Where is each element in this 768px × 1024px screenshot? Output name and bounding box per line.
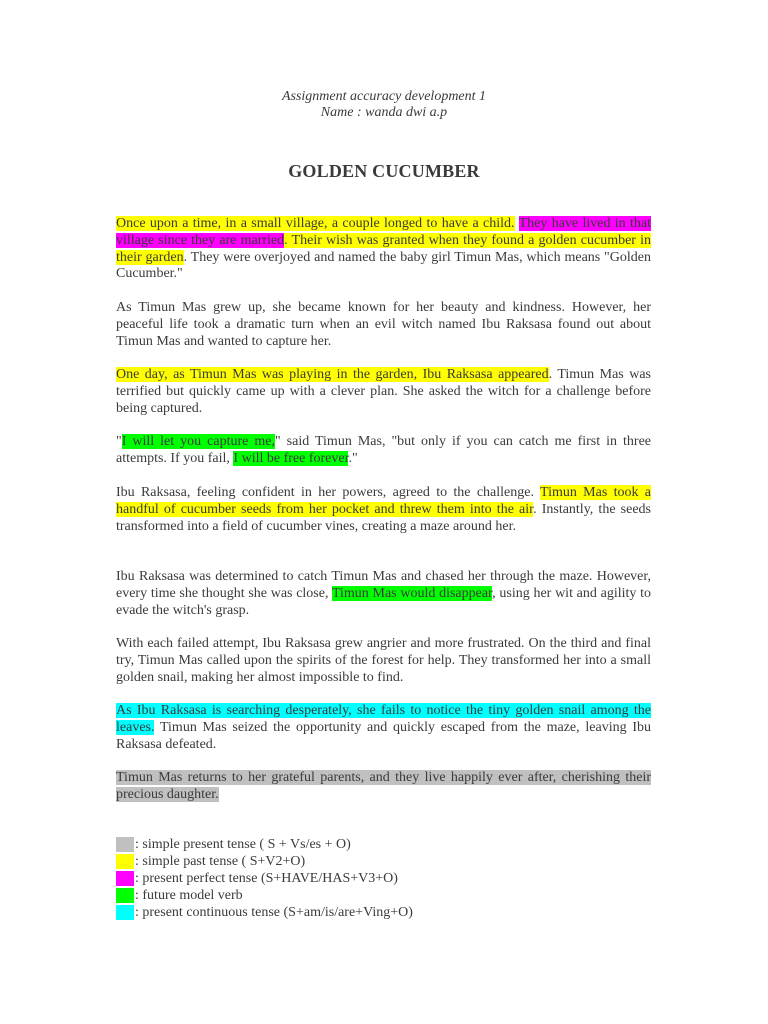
color-swatch bbox=[116, 905, 134, 920]
paragraph-4 bbox=[116, 434, 651, 468]
highlight-future-modal: Timun Mas would disappear bbox=[331, 585, 493, 601]
paragraph-text: ." bbox=[348, 450, 358, 466]
paragraph-text: " bbox=[116, 434, 122, 449]
highlight-future-modal: I will let you capture me, bbox=[121, 434, 275, 449]
legend-label: : present continuous tense (S+am/is/are+Ving+O) bbox=[135, 905, 413, 920]
paragraph-text: . They were overjoyed and named the baby girl Timun Mas, which means "Golden Cucumber." bbox=[116, 249, 651, 282]
paragraph-text: . Instantly, the seeds transformed into a field of cucumber vines, creating a maze around her. bbox=[116, 501, 652, 534]
highlight-simple-present: Timun Mas returns to her grateful parents, and they live happily ever after, cherishing their precious daughter. bbox=[116, 770, 651, 802]
paragraph-9 bbox=[116, 770, 651, 804]
highlight-simple-past: Timun Mas took a handful of cucumber seeds from her pocket and threw them into the air bbox=[116, 485, 652, 517]
paragraph-2: As Timun Mas grew up, she became known for her beauty and kindness. However, her peaceful life took a dramatic turn when an evil witch named Ibu Raksasa found out about Timun Mas and wanted to capture her. bbox=[116, 300, 651, 349]
legend-item bbox=[116, 904, 656, 921]
paragraph-text: Ibu Raksasa was determined to catch Timun Mas and chased her through the maze. However, every time she thought she was close, bbox=[116, 569, 651, 601]
color-swatch bbox=[116, 854, 134, 869]
legend-label: : simple past tense ( S+V2+O) bbox=[135, 854, 306, 869]
paragraph-text: . Timun Mas was terrified but quickly came up with a clever plan. She asked the witch for a challenge before being captured. bbox=[116, 367, 651, 416]
legend-item bbox=[116, 836, 656, 853]
tense-legend bbox=[116, 836, 656, 921]
color-swatch bbox=[116, 871, 134, 886]
color-swatch bbox=[116, 837, 134, 852]
paragraph-1 bbox=[116, 216, 651, 283]
highlight-present-continuous: As Ibu Raksasa is searching desperately, she fails to notice the tiny golden snail among the leaves. bbox=[116, 703, 651, 735]
highlight-present-perfect: They have lived in that village since they are married bbox=[116, 216, 651, 248]
legend-item bbox=[116, 853, 656, 870]
highlight-future-modal: I will be free forever bbox=[233, 450, 349, 466]
paragraph-3 bbox=[116, 367, 651, 417]
paragraph-text: Ibu Raksasa, feeling confident in her powers, agreed to the challenge. bbox=[116, 485, 541, 500]
highlight-simple-past: Once upon a time, in a small village, a couple longed to have a child. bbox=[116, 216, 515, 231]
legend-label: : simple present tense ( S + Vs/es + O) bbox=[135, 837, 351, 852]
paragraph-7: With each failed attempt, Ibu Raksasa grew angrier and more frustrated. On the third and final try, Timun Mas called upon the spirits of the forest for help. They transformed her into a small golden snail, making her almost impossible to find. bbox=[116, 636, 651, 685]
story-title: GOLDEN CUCUMBER bbox=[288, 161, 480, 181]
paragraph-text: " said Timun Mas, "but only if you can catch me first in three attempts. If you fail, bbox=[116, 434, 651, 466]
legend-item bbox=[116, 887, 656, 904]
paragraph-text: , using her wit and agility to evade the witch's grasp. bbox=[116, 585, 652, 618]
color-swatch bbox=[116, 888, 134, 903]
paragraph-8 bbox=[116, 703, 651, 753]
highlight-simple-past: . Their wish was granted when they found a golden cucumber in their garden bbox=[116, 232, 651, 265]
paragraph-6 bbox=[116, 569, 651, 619]
author-name: Name : wanda dwi a.p bbox=[320, 105, 448, 120]
legend-label: : future model verb bbox=[135, 888, 243, 903]
assignment-title: Assignment accuracy development 1 bbox=[281, 89, 487, 104]
legend-label: : present perfect tense (S+HAVE/HAS+V3+O) bbox=[135, 871, 398, 886]
paragraph-text: Timun Mas seized the opportunity and quickly escaped from the maze, leaving Ibu Raksasa defeated. bbox=[116, 719, 651, 752]
paragraph-5 bbox=[116, 485, 651, 535]
legend-item bbox=[116, 870, 656, 887]
highlight-simple-past: One day, as Timun Mas was playing in the garden, Ibu Raksasa appeared bbox=[116, 367, 549, 382]
